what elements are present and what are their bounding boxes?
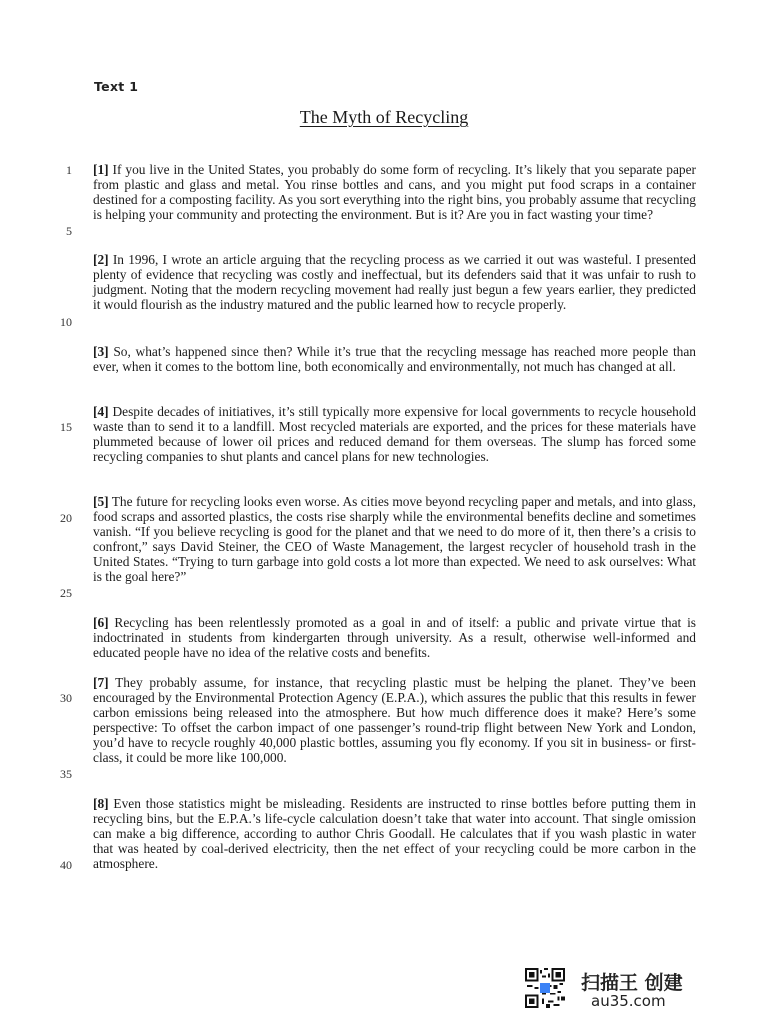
paragraph-4 — [93, 404, 696, 464]
line-number: 35 — [60, 767, 72, 781]
paragraph-text: In 1996, I wrote an article arguing that the recycling process as we carried it out was wasteful. I presented plenty of evidence that recycling was costly and ineffectual, but its defenders said that it was unfair to rush to judgment. Noting that the modern recycling movement had really just begun a few years earlier, they predicted it would flourish as the industry matured and the public learned how to recycle properly. — [93, 252, 696, 313]
paragraph-text: Even those statistics might be misleading. Residents are instructed to rinse bottles before putting them in recycling bins, but the E.P.A.’s life-cycle calculation doesn’t take that water into account. That single omission can make a big difference, according to author Chris Goodall. He calculates that if you wash plastic in water that was heated by coal-derived electricity, then the net effect of your recycling could be more carbon in the atmosphere. — [93, 796, 696, 872]
paragraph-3 — [93, 344, 696, 374]
watermark-brand: 扫描王 创建 — [581, 972, 683, 994]
paragraph-1 — [93, 162, 696, 222]
line-number: 20 — [60, 511, 72, 525]
section-label: Text 1 — [94, 79, 139, 94]
paragraph-number: [2] — [93, 252, 109, 267]
paragraph-text: They probably assume, for instance, that recycling plastic must be helping the planet. They’ve been encouraged by the Environmental Protection Agency (E.P.A.), which assures the public that this results in fewer carbon emissions being released into the atmosphere. But how much difference does it make? Here’s some perspective: To offset the carbon impact of one passenger’s round-trip flight between New York and London, you’d have to recycle roughly 40,000 plastic bottles, assuming you fly economy. If you sit in business- or first-class, it could be more like 100,000. — [93, 675, 696, 766]
paragraph-number: [4] — [93, 404, 109, 419]
line-number: 25 — [60, 586, 72, 600]
paragraph-text: The future for recycling looks even worse. As cities move beyond recycling paper and metals, and into glass, food scraps and assorted plastics, the costs rise sharply while the environmental benefits decline and sometimes vanish. “If you believe recycling is good for the planet and that we need to do more of it, then there’s a crisis to confront,” says David Steiner, the CEO of Waste Management, the largest recycler of household trash in the United States. “Trying to turn garbage into gold costs a lot more than expected. We need to ask ourselves: What is the goal here?” — [93, 494, 696, 585]
paragraph-text: If you live in the United States, you probably do some form of recycling. It’s likely that you separate paper from plastic and glass and metal. You rinse bottles and cans, and you might put food scraps in a container destined for a composting facility. As you sort everything into the right bins, you probably assume that recycling is helping your community and protecting the environment. But is it? Are you in fact wasting your time? — [93, 162, 696, 223]
paragraph-2 — [93, 252, 696, 312]
line-number: 10 — [60, 315, 72, 329]
line-number: 5 — [66, 224, 72, 238]
line-number: 30 — [60, 691, 72, 705]
paragraph-5 — [93, 494, 696, 585]
paragraph-number: [7] — [93, 675, 109, 690]
paragraph-number: [6] — [93, 615, 109, 630]
paragraph-7 — [93, 675, 696, 766]
paragraph-number: [8] — [93, 796, 109, 811]
paragraph-number: [5] — [93, 494, 109, 509]
paragraph-number: [3] — [93, 344, 109, 359]
paragraph-text: Despite decades of initiatives, it’s still typically more expensive for local governments to recycle household waste than to send it to a landfill. Most recycled materials are exported, and the prices for these materials have plummeted because of lower oil prices and reduced demand for them overseas. The slump has forced some recycling companies to shut plants and cancel plans for new technologies. — [93, 404, 696, 465]
paragraph-8 — [93, 796, 696, 871]
scanner-watermark — [525, 968, 725, 1012]
line-number: 40 — [60, 858, 72, 872]
paragraph-number: [1] — [93, 162, 109, 177]
paragraph-text: Recycling has been relentlessly promoted as a goal in and of itself: a public and private virtue that is indoctrinated in students from kindergarten through university. As a result, otherwise well-informed and educated people have no idea of the relative costs and benefits. — [93, 615, 696, 661]
line-number: 15 — [60, 420, 72, 434]
line-number: 1 — [66, 163, 72, 177]
paragraph-text: So, what’s happened since then? While it’s true that the recycling message has reached more people than ever, when it comes to the bottom line, both economically and environmentally, not much has changed at all. — [93, 344, 696, 375]
paragraph-6 — [93, 615, 696, 660]
qr-code-icon — [525, 968, 565, 1008]
watermark-url: au35.com — [591, 992, 666, 1010]
document-title: The Myth of Recycling — [299, 107, 469, 127]
